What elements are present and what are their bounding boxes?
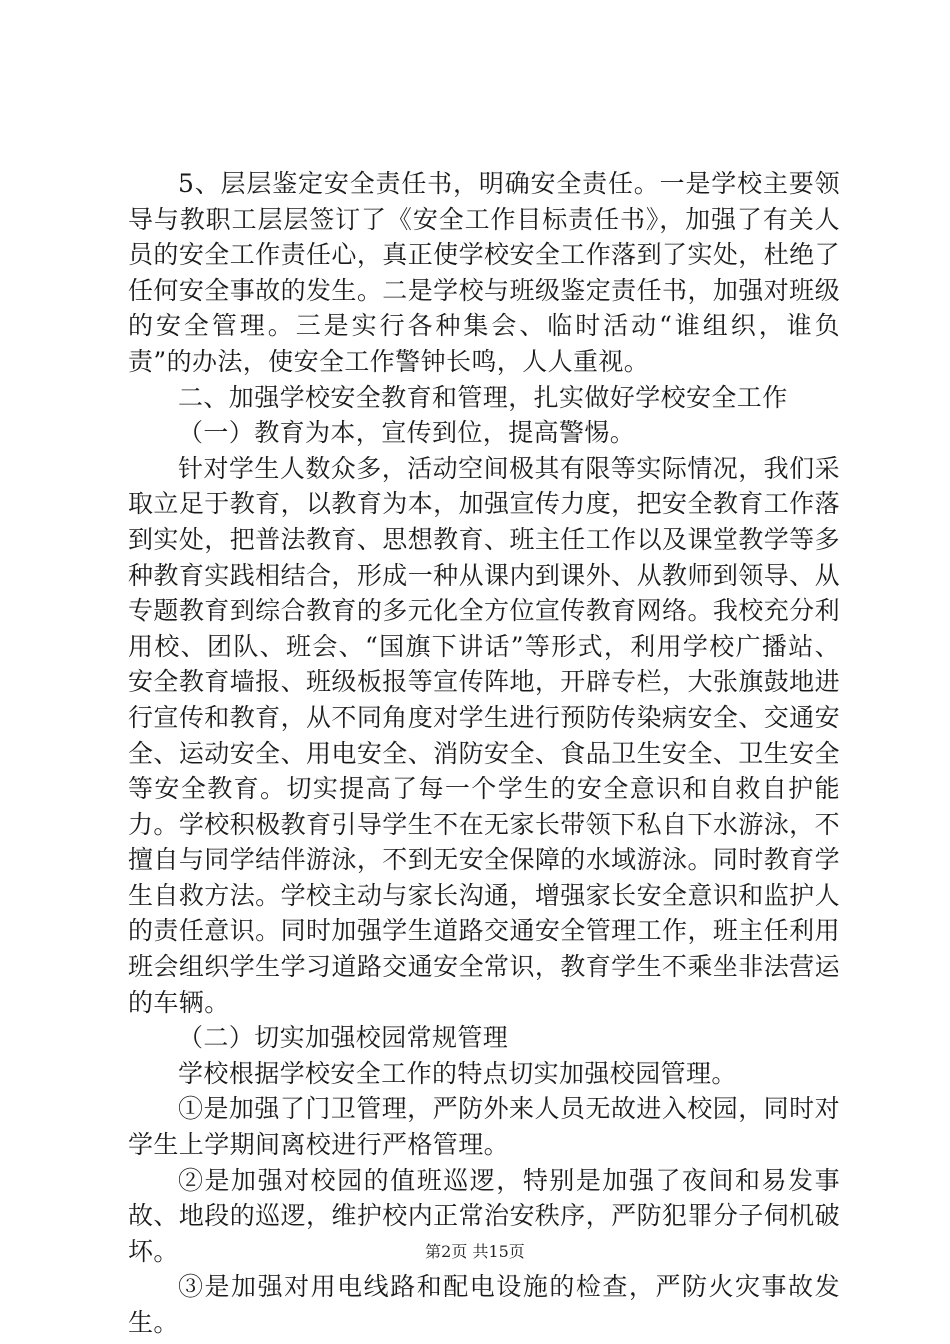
subheading-campus-management: （二）切实加强校园常规管理 [178,1023,509,1053]
page-number-footer: 第2页 共15页 [425,1242,525,1261]
paragraph-responsibility-letters: 5、层层鉴定安全责任书，明确安全责任。一是学校主要领导与教职工层层签订了《安全工作目标责任书》，加强了有关人员的安全工作责任心，真正使学校安全工作落到了实处，杜绝了任何安全事故的发生。二是学校与班级鉴定责任书，加强对班级的安全管理。三是实行各种集会、临时活动“谁组织，谁负责”的办法，使安全工作警钟长鸣，人人重视。 [128,169,840,376]
paragraph-campus-management-intro: 学校根据学校安全工作的特点切实加强校园管理。 [178,1058,737,1088]
paragraph-education-network: 针对学生人数众多，活动空间极其有限等实际情况，我们采取立足于教育，以教育为本，加强宣传力度，把安全教育工作落到实处，把普法教育、思想教育、班主任工作以及课堂教学等多种教育实践相结合，形成一种从课内到课外、从教师到领导、从专题教育到综合教育的多元化全方位宣传教育网络。我校充分利用校、团队、班会、“国旗下讲话”等形式，利用学校广播站、安全教育墙报、班级板报等宣传阵地，开辟专栏，大张旗鼓地进行宣传和教育，从不同角度对学生进行预防传染病安全、交通安全、运动安全、用电安全、消防安全、食品卫生安全、卫生安全等安全教育。切实提高了每一个学生的安全意识和自救自护能力。学校积极教育引导学生不在无家长带领下私自下水游泳，不擅自与同学结伴游泳，不到无安全保障的水域游泳。同时教育学生自救方法。学校主动与家长沟通，增强家长安全意识和监护人的责任意识。同时加强学生道路交通安全管理工作，班主任利用班会组织学生学习道路交通安全常识，教育学生不乘坐非法营运的车辆。 [128,453,840,1017]
section-heading-safety-education: 二、加强学校安全教育和管理，扎实做好学校安全工作 [178,382,788,412]
list-item-patrol: ②是加强对校园的值班巡逻，特别是加强了夜间和易发事故、地段的巡逻，维护校内正常治安秩序，严防犯罪分子伺机破坏。 [128,1165,840,1266]
subheading-education-publicity: （一）教育为本，宣传到位，提高警惕。 [178,418,636,448]
document-body [128,166,840,1341]
list-item-electrical-inspection: ③是加强对用电线路和配电设施的检查，严防火灾事故发生。 [128,1272,840,1337]
list-item-gate-management: ①是加强了门卫管理，严防外来人员无故进入校园，同时对学生上学期间离校进行严格管理。 [128,1094,840,1160]
